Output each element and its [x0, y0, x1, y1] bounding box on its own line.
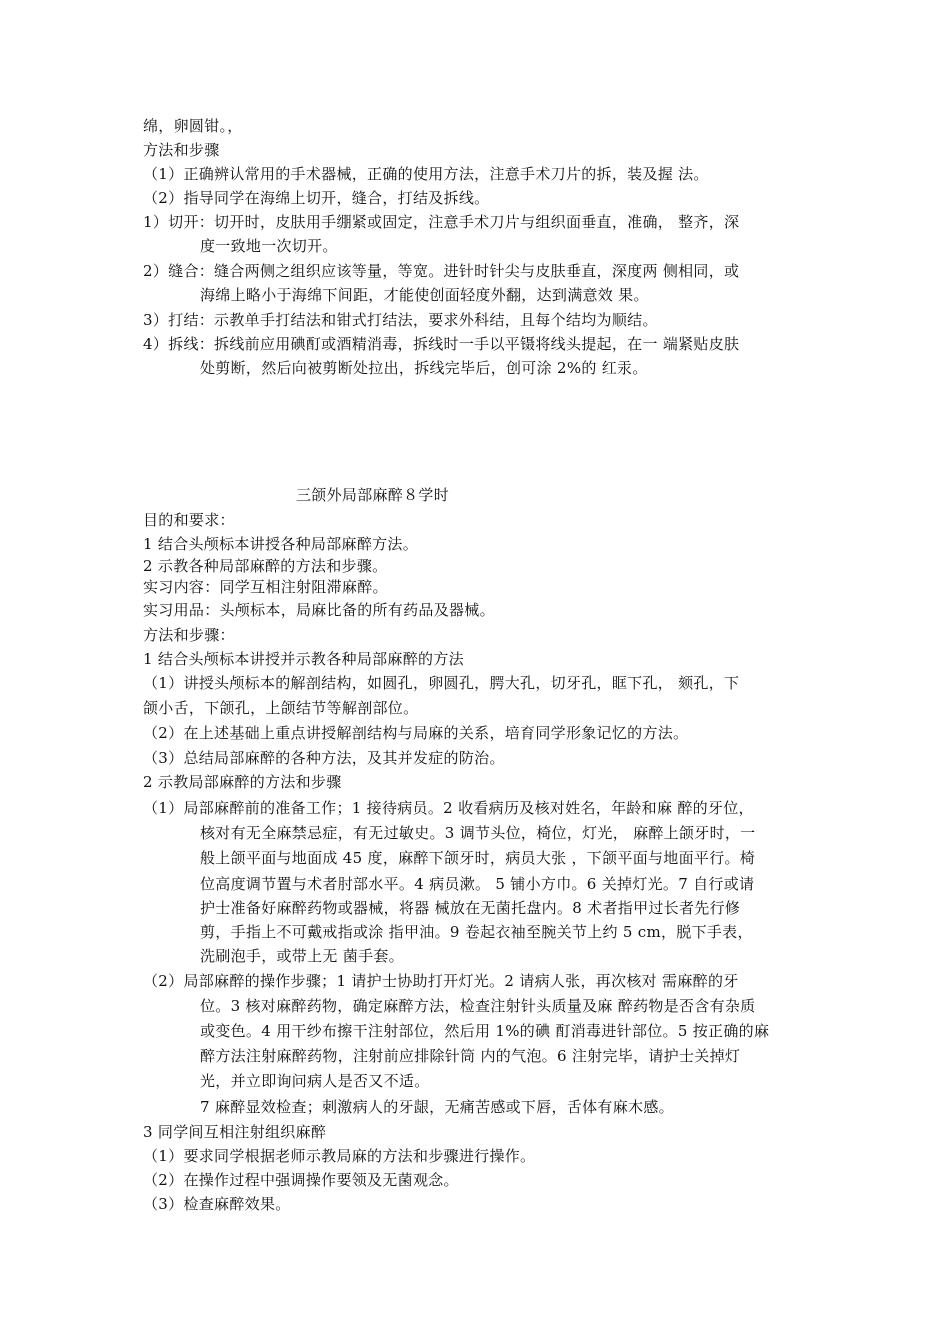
text-line: 洗刷泡手，或带上无 菌手套。	[200, 947, 404, 965]
text-line: （2）在上述基础上重点讲授解剖结构与局麻的关系，培育同学形象记忆的方法。	[143, 724, 689, 742]
text-line: 光，并立即询问病人是否又不适。	[200, 1072, 430, 1090]
text-line: 1 结合头颅标本讲授各种局部麻醉方法。	[143, 535, 419, 553]
text-line: 2 示教各种局部麻醉的方法和步骤。	[143, 557, 388, 575]
text-line: （1）局部麻醉前的准备工作；1 接待病员。2 收看病历及核对姓名，年龄和麻 醉的牙位，	[143, 799, 754, 817]
text-line: 或变色。4 用干纱布擦干注射部位，然后用 1%的碘 酊消毒进针部位。5 按正确的麻	[200, 1022, 770, 1040]
text-line: 护士准备好麻醉药物或器械，将器 械放在无菌托盘内。8 术者指甲过长者先行修	[200, 899, 741, 917]
text-line: 4）拆线：拆线前应用碘酊或酒精消毒，拆线时一手以平镊将线头提起，在一 端紧贴皮肤	[143, 335, 740, 353]
text-line: 2 示教局部麻醉的方法和步骤	[143, 773, 342, 791]
text-line: 1）切开：切开时，皮肤用手绷紧或固定，注意手术刀片与组织面垂直，准确， 整齐，深	[143, 213, 740, 231]
text-line: 颌小舌，下颌孔，上颌结节等解剖部位。	[143, 699, 419, 717]
text-line: 方法和步骤：	[143, 626, 235, 644]
text-line: 3）打结：示教单手打结法和钳式打结法，要求外科结，且每个结均为顺结。	[143, 311, 658, 329]
text-line: 处剪断，然后向被剪断处拉出，拆线完毕后，创可涂 2%的 红汞。	[200, 359, 648, 377]
text-line: 1 结合头颅标本讲授并示教各种局部麻醉的方法	[143, 650, 464, 668]
text-line: 7 麻醉显效检查；刺激病人的牙龈，无痛苦感或下唇，舌体有麻木感。	[200, 1098, 674, 1116]
text-line: 位高度调节置与术者肘部水平。4 病员漱。 5 铺小方巾。6 关掉灯光。7 自行或请	[200, 875, 755, 893]
text-line: 3 同学间互相注射组织麻醉	[143, 1123, 327, 1141]
text-line: 方法和步骤	[143, 141, 220, 159]
text-line: 位。3 核对麻醉药物，确定麻醉方法，检查注射针头质量及麻 醉药物是否含有杂质	[200, 997, 756, 1015]
section-title: 三颌外局部麻醉８学时	[296, 486, 450, 504]
text-line: 目的和要求：	[143, 511, 235, 529]
text-line: 核对有无全麻禁忌症，有无过敏史。3 调节头位，椅位，灯光， 麻醉上颌牙时，一	[200, 824, 756, 842]
text-line: （1）讲授头颅标本的解剖结构，如圆孔，卵圆孔，腭大孔，切牙孔，眶下孔， 颏孔，下	[143, 674, 740, 692]
text-line: 实习用品：头颅标本，局麻比备的所有药品及器械。	[143, 601, 495, 619]
text-line: （3）检查麻醉效果。	[143, 1195, 291, 1213]
text-line: 度一致地一次切开。	[200, 237, 338, 255]
text-line: 般上颌平面与地面成 45 度，麻醉下颌牙时，病员大张 ，下颌平面与地面平行。椅	[200, 849, 756, 867]
text-line: （2）在操作过程中强调操作要领及无菌观念。	[143, 1171, 459, 1189]
text-line: （2）指导同学在海绵上切开，缝合，打结及拆线。	[143, 189, 490, 207]
text-line: （2）局部麻醉的操作步骤；1 请护士协助打开灯光。2 请病人张，再次核对 需麻醉的牙	[143, 972, 739, 990]
text-line: （3）总结局部麻醉的各种方法，及其并发症的防治。	[143, 749, 505, 767]
text-line: 实习内容：同学互相注射阻滞麻醉。	[143, 578, 388, 596]
text-line: （1）要求同学根据老师示教局麻的方法和步骤进行操作。	[143, 1147, 536, 1165]
text-line: 醉方法注射麻醉药物，注射前应排除针筒 内的气泡。6 注射完毕，请护士关掉灯	[200, 1047, 741, 1065]
text-line: 2）缝合：缝合两侧之组织应该等量，等宽。进针时针尖与皮肤垂直，深度两 侧相同，或	[143, 262, 740, 280]
text-line: 海绵上略小于海绵下间距，才能使创面轻度外翻，达到满意效 果。	[200, 286, 649, 304]
text-line: 绵，卵圆钳。，	[143, 117, 243, 135]
text-line: 剪，手指上不可戴戒指或涂 指甲油。9 卷起衣袖至腕关节上约 5 cm，脱下手表，	[200, 923, 753, 941]
text-line: （1）正确辨认常用的手术器械，正确的使用方法，注意手术刀片的拆，装及握 法。	[143, 165, 709, 183]
